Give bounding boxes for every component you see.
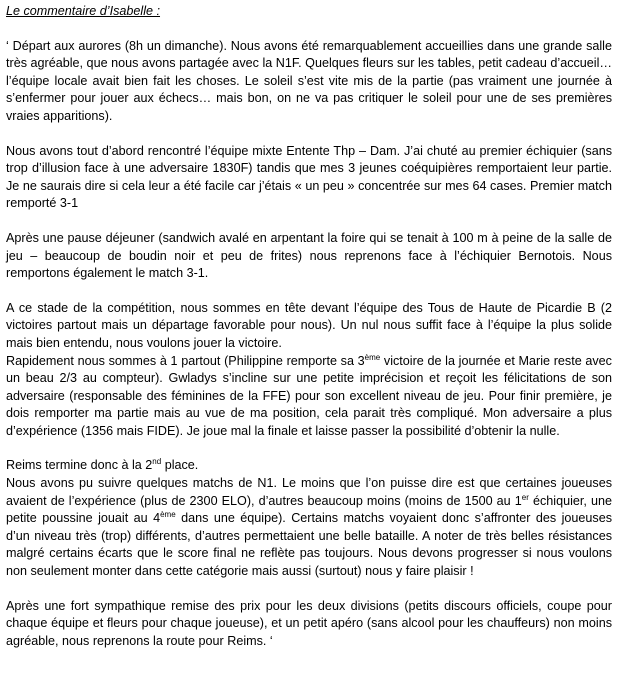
superscript: ème [160, 510, 176, 520]
text-segment: Reims termine donc à la 2 [6, 458, 153, 473]
text-segment: Rapidement nous sommes à 1 partout (Philippine remporte sa 3 [6, 353, 365, 368]
superscript: ème [364, 352, 381, 362]
text-segment: place. [161, 458, 199, 473]
text-segment: victoire de la journée et Marie reste avec un beau 2/3 au compteur). Gwladys s’incline sur une petite imprécision et reçoit les félicitations de son adversaire (responsable des féminines de la FFE) pour son excellent niveau de jeu. Pour finir première, je dois remporter ma partie mais au vue de ma position, cela parait très compliqué. Mon adversaire a plus d’expérience (1356 mais FIDE). Je joue mal la finale et laisse passer la possibilité d’obtenir la nulle. [6, 353, 612, 438]
paragraph-third-match [6, 353, 612, 441]
text-segment: échiquier, une petite poussine jouait au 4 [6, 493, 612, 526]
superscript: er [521, 492, 529, 502]
paragraph-n1-matches [6, 475, 612, 581]
paragraph-arrival: ‘ Départ aux aurores (8h un dimanche). Nous avons été remarquablement accueillies dans une grande salle très agréable, que nous avons partagée avec la N1F. Quelques fleurs sur les tables, petit cadeau d’accueil… l’équipe locale avait bien fait les choses. Le soleil s’est vite mis de la partie (pas vraiment une journée à s’enfermer pour jouer aux échecs… mais bon, on ne va pas critiquer le soleil pour une de ses premières vraies apparitions). [6, 38, 612, 123]
text-segment: Nous avons pu suivre quelques matchs de N1. Le moins que l’on puisse dire est que certaines joueuses avaient de l’expérience (plus de 2300 ELO), d’autres beaucoup moins (moins de 1500 au 1 [6, 476, 612, 508]
paragraph-final-place [6, 457, 612, 475]
paragraph-first-match: Nous avons tout d’abord rencontré l’équipe mixte Entente Thp – Dam. J’ai chuté au premier échiquier (sans trop d’illusion face à une adversaire 1830F) tandis que mes 3 jeunes coéquipières remportaient leur partie. Je ne saurais dire si cela leur a été facile car j’étais « un peu » concentrée sur mes 64 cases. Premier match remporté 3-1 [6, 143, 612, 211]
paragraph-standings: A ce stade de la compétition, nous sommes en tête devant l’équipe des Tous de Haute de Picardie B (2 victoires partout mais un départage favorable pour nous). Un nul nous suffit face à l’équipe la plus solide mais bien entendu, nous voulons jouer la victoire. [6, 300, 612, 350]
document-title: Le commentaire d’Isabelle : [6, 4, 161, 18]
paragraph-second-match: Après une pause déjeuner (sandwich avalé en arpentant la foire qui se tenait à 100 m à peine de la salle de jeu – beaucoup de boudin noir et peu de frites) nous reprenons face à l’échiquier Bernotois. Nous remportons également le match 3-1. [6, 230, 612, 281]
text-segment: dans une équipe). Certains matchs voyaient donc s’affronter des joueuses d’un niveau très (trop) différents, d’autres permettaient une belle bataille. A noter de très belles résistances malgré certains écarts que le score final ne reflète pas toujours. Nous devons progresser si nous voulons non seulement monter dans cette catégorie mais aussi (surtout) nous y faire plaisir ! [6, 511, 612, 579]
superscript: nd [152, 457, 162, 467]
paragraph-prize-ceremony: Après une fort sympathique remise des prix pour les deux divisions (petits discours officiels, coupe pour chaque équipe et fleurs pour chaque joueuse), et un petit apéro (sans alcool pour les chauffeurs) non moins agréable, nous reprenons la route pour Reims. ‘ [6, 598, 612, 648]
